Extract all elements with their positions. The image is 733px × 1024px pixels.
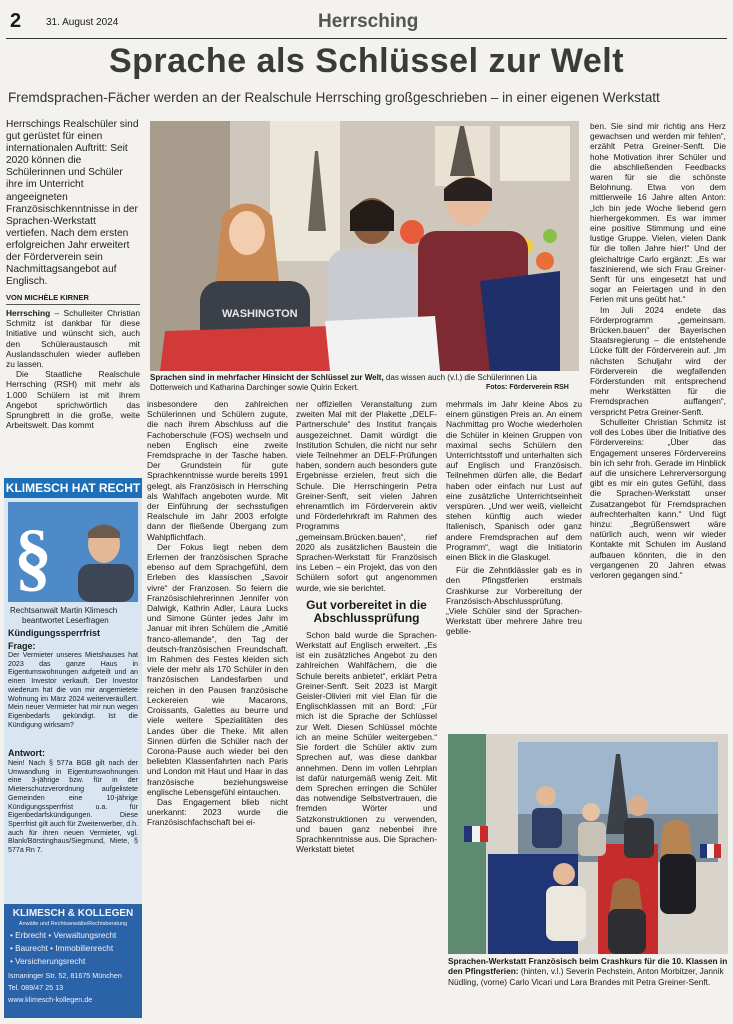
- photo2-caption-text: (hinten, v.l.) Severin Pechstein, Anton Morbitzer, Jannik Nüdling, (vorne) Carlo Vicari und Lara Brandes mit Petra Greiner-Senft.: [448, 966, 724, 987]
- question-label: Frage:: [8, 641, 36, 651]
- workshop-photo-illustration: [448, 734, 728, 954]
- col-b-paragraph-1: insbesondere den zahlreichen Schülerinnen und Schülern zugute, die nach ihrem Abschluss auf die Fachoberschule (FOS) wechseln und neben Englisch eine zweite Fremdsprache in der Tasche haben. Der Grundstein für gute Sprachkenntnisse wurde bereits 1991 gelegt, als Französisch in Herrsching als Wahlfach angeboten wurde. Mit der Einführung der sechsstufigen Realschule im Jahr 2003 erfolgte dann der fließende Übergang zum Wahlpflichtfach.: [147, 399, 288, 542]
- firm-practice-3: • Versicherungsrecht: [10, 957, 86, 966]
- column-a-body: [6, 308, 140, 430]
- lawyer-portrait: [8, 502, 138, 602]
- col-e-paragraph-1: ben. Sie sind mir richtig ans Herz gewachsen und werden mir fehlen“, erzählt Petra Greiner-Senft. Die hohe Motivation ihrer Schüler und die abschließenden Feedbacks waren für sie die schönste Belohnung. Etwa von dem mittlerweile 16 Jahre alten Anton: „Ich bin jede Woche liebend gern hierhergekommen. Es war immer eine positive Stimmung und eine lustige Gruppe. Vielen, vielen Dank für die tollen Jahre hier!“ Und der gleichaltrige Carlo ergänzt: „Es war faszinierend, wie sich Frau Greiner-Senft für uns eingesetzt hat und sogar an Feiertagen und in den Ferien mit uns geübt hat.“: [590, 121, 726, 305]
- col-a-paragraph-2: Die Staatliche Realschule Herrsching (RSH) mit mehr als 1.000 Schülern ist mit ihrem Angebot sprichwörtlich das Sprungbrett in die große, weite Arbeitswelt. Das kommt: [6, 369, 140, 431]
- col-d-paragraph-1: mehrmals im Jahr kleine Abos zu einem günstigen Preis an. An einem Nachmittag pro Woche wiederholen die Schüler in kleinen Gruppen von maximal sechs Schülern den Unterrichtsstoff und unterhalten sich auf Englisch und Französisch. Teilnehmen dürfen alle, die Bedarf haben oder einfach nur Lust auf eine zusätzliche Unterrichtseinheit verspüren. „Und wer weiß, vielleicht stehen künftig auch wieder Italienisch, Spanisch oder ganz andere Fremdsprachen auf dem Programm“, wagt die Initiatorin einen Blick in die Glaskugel.: [446, 399, 582, 563]
- firm-phone: Tel. 089/47 25 13: [8, 983, 64, 992]
- col-a-paragraph-1: – Schulleiter Christian Schmitz ist dankbar für diese Initiative und wünscht sich, auch den Schüleraustausch mit Auslandsschulen wieder aufleben zu lassen.: [6, 308, 140, 370]
- column-c-body: [296, 399, 437, 854]
- subheadline: Fremdsprachen-Fächer werden an der Realschule Herrsching großgeschrieben – in einer eigenen Werkstatt: [8, 90, 660, 105]
- photo1-caption-lead: Sprachen sind in mehrfacher Hinsicht der Schlüssel zur Welt,: [150, 373, 384, 382]
- law-firm-ad: [4, 904, 142, 1018]
- firm-practice-1: • Erbrecht • Verwaltungsrecht: [10, 931, 117, 940]
- sweater-lettering: WASHINGTON: [222, 308, 298, 320]
- col-c-paragraph-2: Schon bald wurde die Sprachen-Werkstatt auf Englisch erweitert. „Es ist ein zusätzliches Angebot zu den zahlreichen Wahlfächern, die die Schule bereits anbietet“, erklärt Petra Greiner-Senft. Seit 2023 ist Margit Geisler-Olivieri mit viel Elan für die Englischklassen mit an Bord: „Für mich ist die Sprache der Schlüssel zur Welt. Diesen Schlüssel möchte ich an meine Schüler weitergeben.“ Sie fordert die Schüler aktiv zum Sprechen auf, was diese dankbar annehmen. Denn im vollen Lehrplan ist dafür naturgemäß wenig Zeit. Mit dem Sprechen erringen die Schüler das notwendige Selbstvertrauen, die fremden Wörter und Satzkonstruktionen zu verwenden, und bauen ganz nebenbei ihre Sprachkenntnisse aus. Die Sprachen-Werkstatt bietet: [296, 629, 437, 855]
- firm-tagline: Anwälte und Rechtsanwälte/Rechtsberatung: [18, 921, 128, 927]
- page-number: 2: [10, 10, 22, 32]
- answer-label: Antwort:: [8, 748, 45, 758]
- dateline: Herrsching: [6, 308, 51, 318]
- workshop-photo: [448, 734, 728, 954]
- col-e-paragraph-2: Im Juli 2024 endete das Förderprogramm „gemeinsam. Brücken.bauen“ der Bayerischen Staatsregierung – die entstehende Lücke füllt der Förderverein auf. „Im nächsten Schuljahr wird der Förderverein die wegfallenden Förderstunden mit entsprechend mehr Werkstätten für die Fremdsprachen auffangen“, verspricht Petra Greiner-Senft.: [590, 304, 726, 417]
- photo-credit: Fotos: Förderverein RSH: [486, 384, 569, 391]
- firm-practice-2: • Baurecht • Immobilienrecht: [10, 944, 114, 953]
- photo2-caption: [448, 956, 729, 987]
- firm-address: Ismaninger Str. 52, 81675 München: [8, 971, 122, 980]
- column-e-body: [590, 121, 726, 580]
- col-d-paragraph-2: Für die Zehntklässler gab es in den Pfingstferien erstmals Crashkurse zur Vorbereitung der Französisch-Abschlussprüfung. „Viele Schüler sind der Sprachen-Werkstatt über mehrere Jahre treu geblie-: [446, 565, 582, 637]
- issue-date: 31. August 2024: [46, 17, 119, 28]
- section-name: Herrsching: [318, 11, 419, 32]
- students-photo-illustration: [150, 121, 579, 371]
- portrait-caption-role: beantwortet Leserfragen: [22, 616, 109, 625]
- col-c-paragraph-1: ner offiziellen Veranstaltung zum zweiten Mal mit der Plakette „DELF-Partnerschule“ des Institut français ausgezeichnet. Damit würdigt die Institution Schulen, die nicht nur sehr viele Teilnehmer an DELF-Prüfungen haben, sondern auch besonders gute Ergebnisse erzielen, freut sich die Schule. Die Herrschingerin Petra Greiner-Senft, seit vielen Jahren ehrenamtlich im Förderverein aktiv und Förderlehrkraft im Rahmen des Programms „gemeinsam.Brücken.bauen“, rief 2020 als zusätzlichen Baustein die Sprachen-Werkstatt für Französisch ins Leben – ein Projekt, das von den Schülern sofort gut angenommen wurde, wie sie berichtet.: [296, 399, 437, 593]
- column-b-body: [147, 399, 288, 828]
- firm-website: www.klimesch-kollegen.de: [8, 995, 93, 1004]
- col-b-paragraph-3: Das Engagement blieb nicht unerkannt: 2023 wurde die Französischfachschaft bei ei-: [147, 796, 288, 828]
- paragraph-and-portrait-graphic: [8, 502, 138, 602]
- firm-name: KLIMESCH & KOLLEGEN: [12, 908, 134, 919]
- portrait-caption-name: Rechtsanwalt Martin Klimesch: [10, 606, 118, 615]
- byline: VON MICHÈLE KIRNER: [6, 293, 89, 302]
- column-d-body: [446, 399, 582, 637]
- subheading-abschlusspruefung: Gut vorbereitet in die Abschlussprüfung: [306, 597, 427, 625]
- lead-paragraph: Herrschings Realschüler sind gut gerüstet für einen internationalen Auftritt: Seit 2020 können die Schülerinnen und Schüler ihre im Unterricht angeeigneten Französischkenntnisse in der Sprachen-Werkstatt vertiefen. Nach dem ersten erfolgreichen Jahr erweitert der Förderverein sein Nachmittagsangebot auf Englisch.: [6, 119, 139, 288]
- question-text: Der Vermieter unseres Mietshauses hat 2023 das ganze Haus in Eigentumswohnungen aufgeteilt und an einen Investor verkauft. Der Investor wiederum hat die von mir angemietete Wohnung im März 2024 weiterveräußert. Mein neuer Vermieter hat mir nun wegen Eigenbedarfs gekündigt. Ist die Kündigung wirksam?: [8, 651, 138, 729]
- col-e-paragraph-3: Schulleiter Christian Schmitz ist voll des Lobes über die Initiative des Fördervereins: „Über das Engagement unseres Fördervereins bin ich sehr froh. Gerade im Hinblick auf die unsichere Lehrerversorgung gibt es mir ein gutes Gefühl, dass die Sprachen-Werkstatt unser Zusatzangebot für Fremdsprachen aufrechterhalten kann.“ Und fügt hinzu: „Begrüßenswert wäre natürlich auch, wenn wir wieder Kontakte mit Schulen im Ausland aufbauen könnten, die in den vergangenen 20 Jahren etwas verloren gegangen sind.“: [590, 416, 726, 580]
- legal-topic: Kündigungssperrfrist: [8, 628, 101, 638]
- students-photo: [150, 121, 579, 371]
- svg-text:§: §: [14, 515, 52, 599]
- legal-advice-box: [4, 478, 142, 1018]
- photo2-caption-lead: Sprachen-Werkstatt Französisch beim Crashkurs für die 10. Klassen in den Pfingstferien:: [448, 956, 728, 977]
- byline-rule: [6, 304, 140, 305]
- header-rule: [6, 38, 727, 39]
- legal-box-title: KLIMESCH HAT RECHT: [4, 478, 142, 498]
- photo1-caption-text: das wissen auch (v.l.) die Schülerinnen Lia Dotterweich und Katharina Darchinger sowie Quirin Eckert.: [150, 373, 537, 392]
- headline: Sprache als Schlüssel zur Welt: [108, 42, 625, 80]
- col-b-paragraph-2: Der Fokus liegt neben dem Erlernen der französischen Sprache ebenso auf dem Sprachgefühl, dem Erleben des klassischen „Savoir vivre“ der Franzosen. So feiern die Französischlehrerinnen Jennifer von Dalwigk, Kathrin Adler, Laura Lucks und Simone Günter jedes Jahr im Januar mit ihren Schülern die „Amitié franco-allemande“, den Tag der deutsch-französischen Freundschaft. Im Rahmen des Festes kleiden sich viele der mehr als 170 Schüler in den französischen Landesfarben und reichen in den Pausen französische Leckereien wie Macarons, Croissants, Galettes au beurre und viele weitere Spezialitäten des Landes über die Theke. Mit allen Sinnen dürfen die Schüler nach der Corona-Pause auch wieder bei den beliebten Klassenfahrten nach Paris und London mit Haut und Haar in das französische beziehungsweise englische Lebensgefühl eintauchen.: [147, 541, 288, 797]
- answer-text: Nein! Nach § 577a BGB gilt nach der Umwandlung in Eigentumswohnungen eine 3-jährige bzw. für in der Mieterschutzverordnung aufgelistete Gemeinden eine 10-jährige Kündigungssperrfrist u.a. für Eigenbedarfskündigungen. Diese Sperrfrist gilt auch für Zweiterwerber, d.h. auch für ihren neuen Vermieter, vgl. Blank/Börstinghaus/Siegmund, Miete, § 577a Rn 7.: [8, 759, 138, 855]
